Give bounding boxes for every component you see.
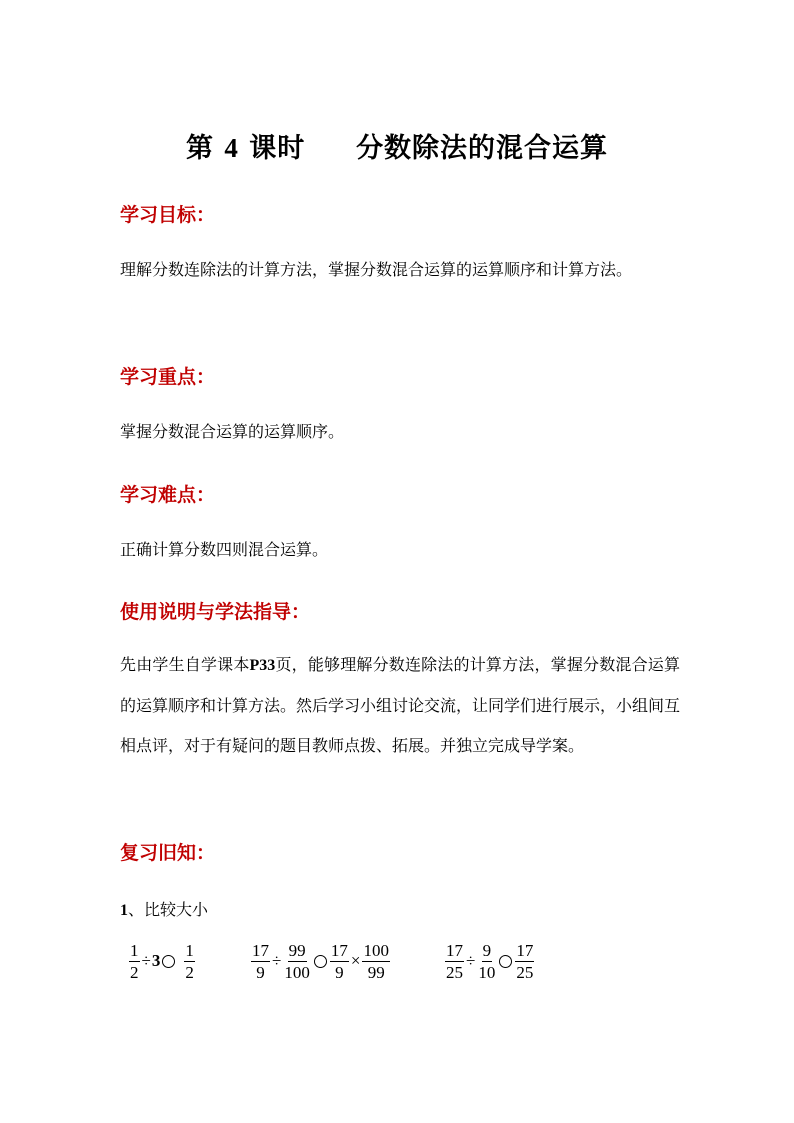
whole-number: 3 [151, 951, 161, 970]
fraction: $\frac{17}{9}$ [252, 940, 269, 982]
difficulty-heading: 学习难点： [120, 484, 216, 506]
fraction: $\frac{100}{99}$ [363, 940, 389, 982]
fraction: $\frac{1}{2}$ [185, 940, 194, 982]
divide-sign: ÷ [272, 951, 282, 970]
goal-heading: 学习目标： [120, 204, 216, 226]
title-topic: 分数除法的混合运算 [356, 133, 609, 164]
fraction: $\frac{17}{25}$ [446, 940, 463, 982]
comparison-circle[interactable] [499, 955, 512, 968]
multiply-sign: × [350, 951, 361, 970]
page-title [0, 126, 794, 165]
expression-2 [250, 936, 391, 986]
guide-heading: 使用说明与学法指导： [120, 601, 311, 623]
fraction: $\frac{99}{100}$ [284, 940, 310, 982]
exercise-label [120, 890, 680, 931]
focus-text: 掌握分数混合运算的运算顺序。 [120, 422, 345, 441]
exercise-number: 1 [120, 902, 128, 919]
guide-text [120, 645, 680, 766]
title-suffix: 课时 [249, 133, 306, 164]
comparison-circle[interactable] [314, 955, 327, 968]
divide-sign: ÷ [141, 951, 151, 970]
title-lesson-number: 4 [224, 133, 239, 163]
difficulty-text: 正确计算分数四则混合运算。 [120, 540, 329, 559]
focus-heading: 学习重点： [120, 366, 216, 388]
guide-text-part-b: 页，能够理解分数连除法的计算方法，掌握分数混合运算的运算顺序和计算方法。然后学习小组讨论交流，让同学们进行展示，小组间互相点评，对于有疑问的题目教师点拨、拓展。并独立完成导学案。 [120, 655, 681, 755]
exercise-label-text: 、比较大小 [128, 900, 209, 919]
expression-3 [444, 936, 535, 986]
guide-page-ref: P33 [249, 657, 276, 674]
fraction: $\frac{1}{2}$ [130, 940, 139, 982]
goal-text: 理解分数连除法的计算方法，掌握分数混合运算的运算顺序和计算方法。 [120, 260, 633, 279]
divide-sign: ÷ [466, 951, 476, 970]
title-prefix: 第 [185, 133, 214, 164]
review-heading: 复习旧知： [120, 842, 216, 864]
fraction: $\frac{17}{25}$ [516, 940, 534, 982]
expression-1 [128, 936, 196, 986]
comparison-circle[interactable] [162, 955, 175, 968]
guide-text-part-a: 先由学生自学课本 [120, 655, 250, 674]
fraction: $\frac{17}{9}$ [330, 940, 348, 982]
fraction: $\frac{9}{10}$ [478, 940, 496, 982]
